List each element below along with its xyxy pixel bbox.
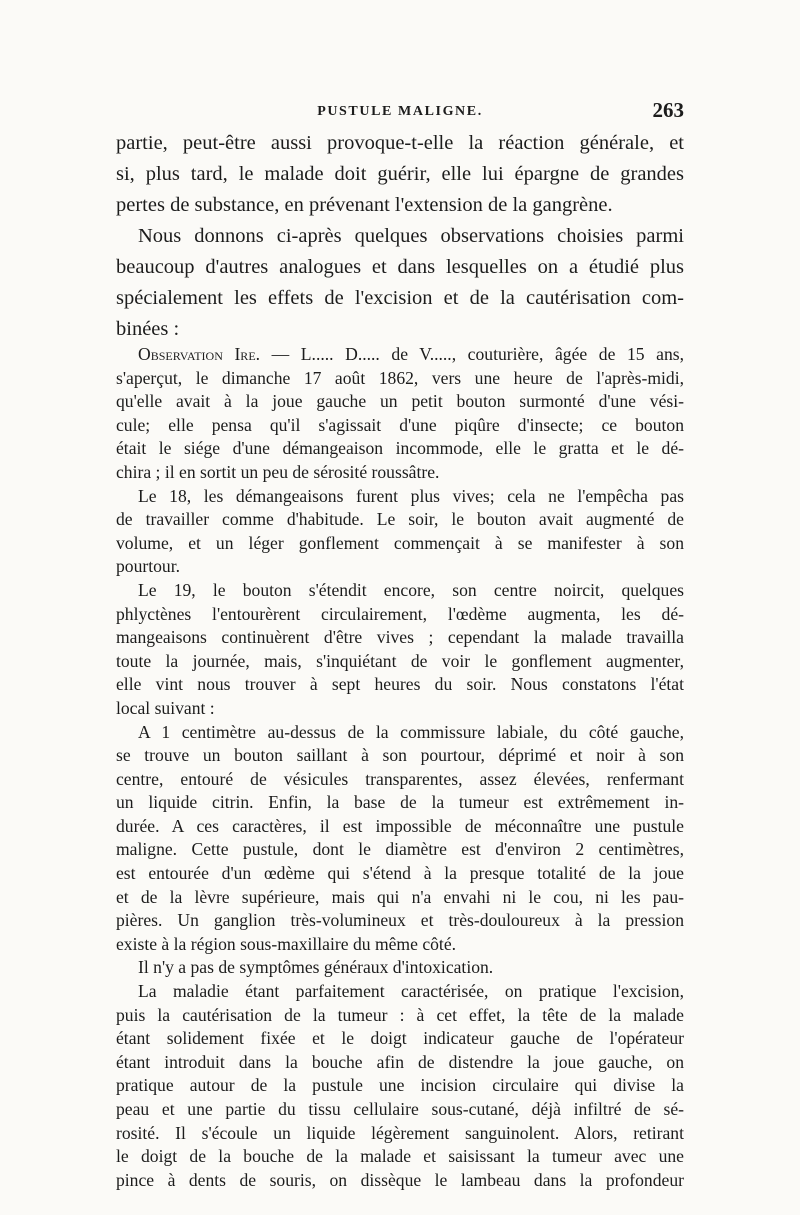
page-number: 263 — [652, 98, 684, 122]
text-line: existe à la région sous-maxillaire du même côté. — [116, 933, 457, 954]
text-line: et de la lèvre supérieure, mais qui n'a envahi ni le cou, ni les pau- — [116, 886, 684, 907]
text-line: mangeaisons continuèrent d'être vives ; cependant la malade travailla — [116, 627, 684, 648]
text-line: rosité. Il s'écoule un liquide légèrement sanguinolent. Alors, retirant — [116, 1122, 684, 1143]
text-line: centre, entouré de vésicules transparentes, assez élevées, renfermant — [116, 768, 684, 789]
text-line: Nous donnons ci-après quelques observations choisies parmi — [138, 225, 684, 247]
text-line: si, plus tard, le malade doit guérir, elle lui épargne de grandes — [116, 163, 684, 185]
text-line: maligne. Cette pustule, dont le diamètre est d'environ 2 centimètres, — [116, 839, 684, 860]
text-line: local suivant : — [116, 697, 215, 718]
text-line: binées : — [116, 318, 180, 340]
text-line: étant solidement fixée et le doigt indicateur gauche de l'opérateur — [116, 1028, 684, 1049]
text-line: phlyctènes l'entourèrent circulairement, l'œdème augmenta, les dé- — [116, 603, 684, 624]
text-line: peau et une partie du tissu cellulaire sous-cutané, déjà infiltré de sé- — [116, 1099, 684, 1119]
observation-first-line — [116, 343, 684, 367]
text-line: pince à dents de souris, on dissèque le lambeau dans la profondeur — [116, 1169, 684, 1190]
text-line: Le 18, les démangeaisons furent plus vives; cela ne l'empêcha pas — [138, 485, 684, 506]
text-line: se trouve un bouton saillant à son pourtour, déprimé et noir à son — [116, 745, 684, 766]
text-line: pières. Un ganglion très-volumineux et très-douloureux à la pression — [116, 910, 684, 931]
text-line: durée. A ces caractères, il est impossible de méconnaître une pustule — [116, 815, 684, 836]
text-line: qu'elle avait à la joue gauche un petit bouton surmonté d'une vési- — [116, 391, 684, 412]
text-line: le doigt de la bouche de la malade et saisissant la tumeur avec une — [116, 1146, 684, 1167]
text-line: pourtour. — [116, 556, 181, 577]
text-line: — L..... D..... de V....., couturière, âgée de 15 ans, — [260, 344, 684, 364]
observation-section — [116, 343, 684, 1192]
text-line: étant introduit dans la bouche afin de distendre la joue gauche, on — [116, 1051, 684, 1072]
page-header — [116, 98, 684, 124]
observation-heading: Observation Ire. — [138, 344, 261, 364]
text-line: pertes de substance, en prévenant l'extension de la gangrène. — [116, 194, 613, 216]
text-line: s'aperçut, le dimanche 17 août 1862, vers une heure de l'après-midi, — [116, 367, 684, 388]
text-line: toute la journée, mais, s'inquiétant de voir le gonflement augmenter, — [116, 650, 684, 671]
text-line: beaucoup d'autres analogues et dans lesquelles on a étudié plus — [116, 256, 684, 278]
text-line: Le 19, le bouton s'étendit encore, son centre noircit, quelques — [138, 579, 684, 600]
text-line: elle vint nous trouver à sept heures du soir. Nous constatons l'état — [116, 674, 684, 695]
text-line: puis la cautérisation de la tumeur : à cet effet, la tête de la malade — [116, 1004, 684, 1025]
text-line: volume, et un léger gonflement commençait à se manifester à son — [116, 532, 684, 553]
text-line: Il n'y a pas de symptômes généraux d'intoxication. — [138, 957, 494, 978]
text-line: cule; elle pensa qu'il s'agissait d'une piqûre d'insecte; ce bouton — [116, 414, 684, 435]
intro-paragraphs — [116, 128, 684, 345]
text-line: spécialement les effets de l'excision et de la cautérisation com- — [116, 287, 684, 309]
text-line: partie, peut-être aussi provoque-t-elle la réaction générale, et — [116, 132, 684, 154]
text-line: pratique autour de la pustule une incision circulaire qui divise la — [116, 1075, 684, 1096]
text-line: était le siége d'une démangeaison incommode, elle le gratta et le dé- — [116, 438, 684, 459]
text-line: A 1 centimètre au-dessus de la commissure labiale, du côté gauche, — [138, 721, 684, 742]
text-line: de travailler comme d'habitude. Le soir, le bouton avait augmenté de — [116, 509, 684, 530]
text-line: La maladie étant parfaitement caractérisée, on pratique l'excision, — [138, 981, 684, 1002]
text-line: un liquide citrin. Enfin, la base de la tumeur est extrêmement in- — [116, 792, 684, 813]
running-title: PUSTULE MALIGNE. — [317, 104, 483, 119]
text-line: est entourée d'un œdème qui s'étend à la presque totalité de la joue — [116, 863, 684, 884]
text-line: chira ; il en sortit un peu de sérosité roussâtre. — [116, 461, 440, 482]
